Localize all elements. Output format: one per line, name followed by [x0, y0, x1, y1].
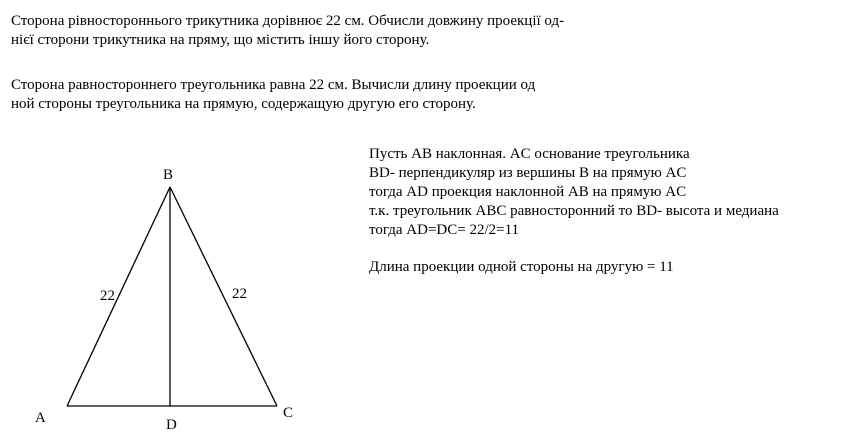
solution-line-5: тогда AD=DC= 22/2=11 — [369, 222, 520, 238]
vertex-label-a: A — [35, 410, 46, 426]
solution-line-1: Пусть AB наклонная. AC основание треугольника — [369, 146, 690, 162]
solution-answer: Длина проекции одной стороны на другую = 11 — [369, 259, 674, 275]
side-ab — [67, 187, 170, 406]
side-bc-length-label: 22 — [232, 286, 247, 302]
vertex-label-c: C — [283, 405, 294, 421]
side-bc — [170, 187, 277, 406]
problem-ru-line-1: Сторона равностороннего треугольника равна 22 см. Вычисли длину проекции од — [11, 77, 536, 93]
problem-uk-line-2: нієї сторони трикутника на пряму, що містить іншу його сторону. — [11, 32, 430, 48]
vertex-label-b: B — [163, 167, 174, 183]
foot-label-d: D — [166, 417, 177, 433]
problem-uk-line-1: Сторона рівностороннього трикутника дорівнює 22 см. Обчисли довжину проекції од- — [11, 13, 565, 29]
solution-line-3: тогда AD проекция наклонной AB на прямую AC — [369, 184, 687, 200]
solution-line-4: т.к. треугольник ABC равносторонний то BD- высота и медиана — [369, 203, 779, 219]
problem-ru-line-2: ной стороны треугольника на прямую, содержащую другую его сторону. — [11, 96, 476, 112]
solution-line-2: BD- перпендикуляр из вершины B на прямую AC — [369, 165, 687, 181]
side-ab-length-label: 22 — [100, 288, 115, 304]
